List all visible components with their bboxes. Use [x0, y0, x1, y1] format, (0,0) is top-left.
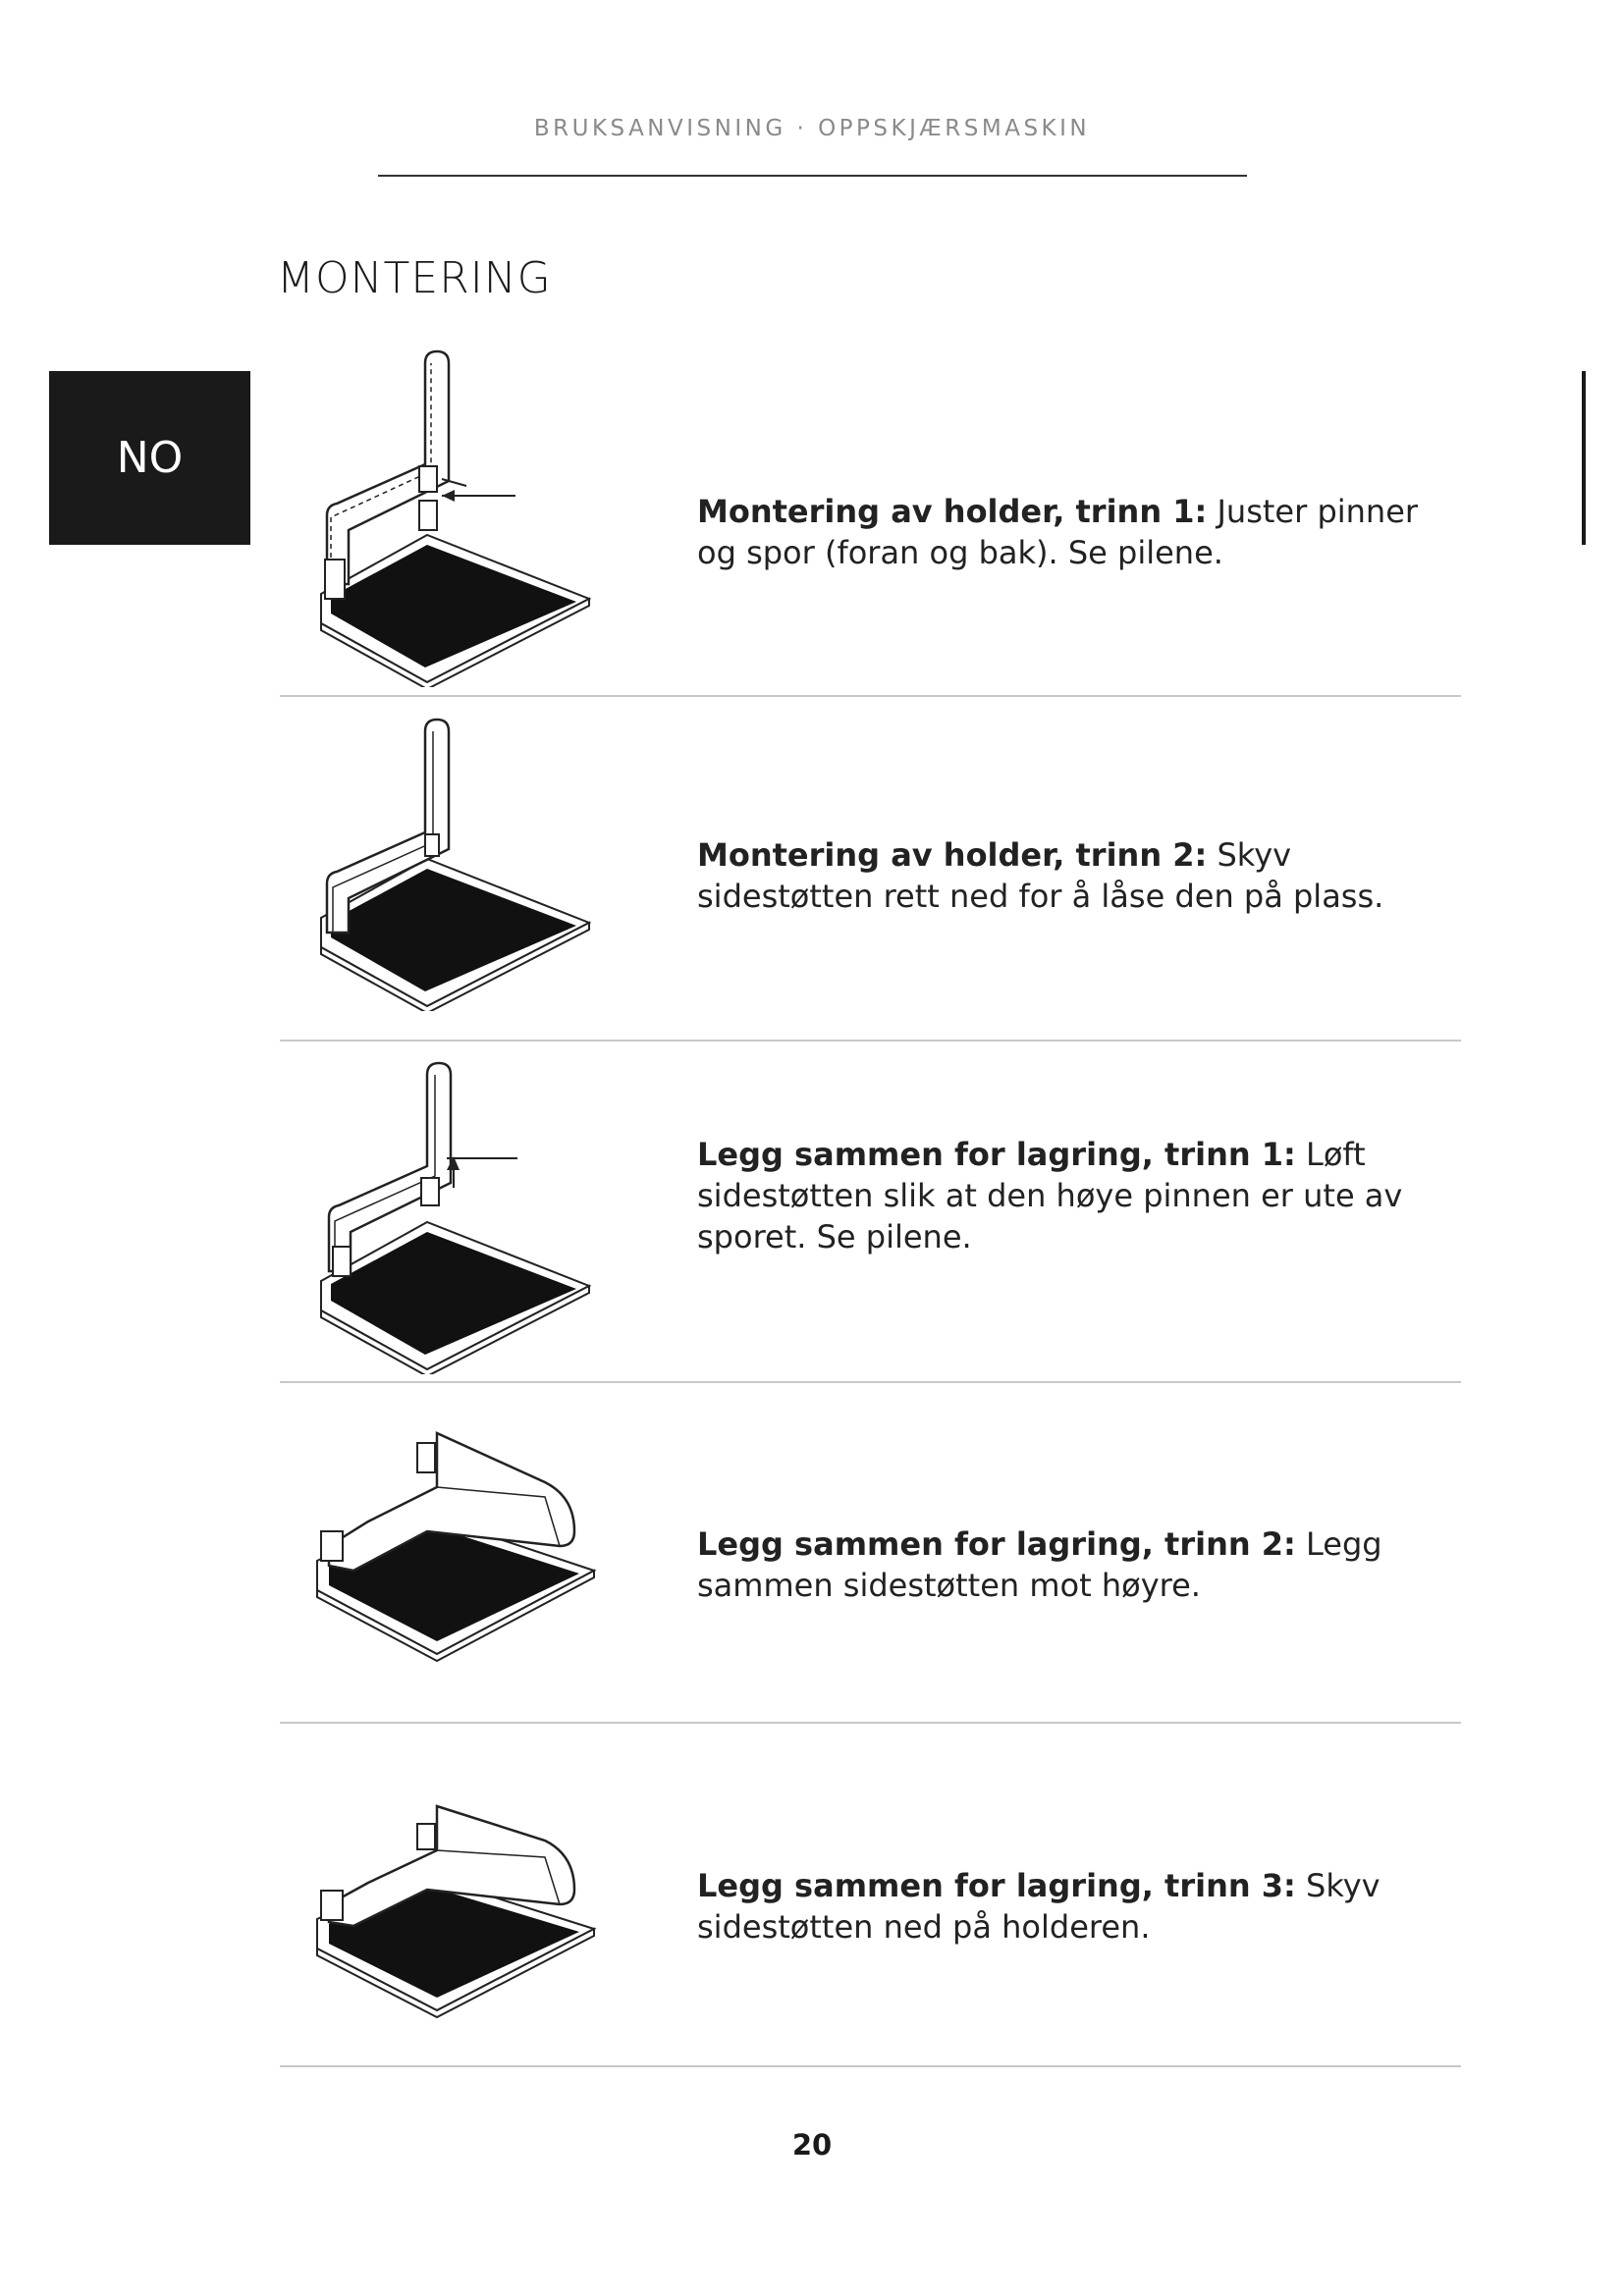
- step-2: [280, 717, 1461, 1050]
- holder-upright-illustration: [309, 717, 604, 1011]
- language-tab: [49, 371, 250, 545]
- holder-upright-arrows-illustration: [309, 348, 604, 687]
- step-3-body: Løft sidestøtten slik at den høye pinnen er ute av sporet. Se pilene.: [697, 1136, 1403, 1255]
- holder-folded-illustration: [309, 1796, 604, 2032]
- step-4: [280, 1404, 1461, 1737]
- step-5-text: [697, 1865, 1453, 1948]
- step-4-heading: Legg sammen for lagring, trinn 2:: [697, 1525, 1296, 1563]
- header-rule: [378, 175, 1247, 177]
- language-tab-label: NO: [116, 433, 184, 483]
- step-3-text: [697, 1134, 1453, 1257]
- step-5: [280, 1747, 1461, 2081]
- step-4-text: [697, 1523, 1453, 1606]
- step-1-text: [697, 491, 1453, 573]
- page-number: 20: [791, 2128, 833, 2162]
- step-1-heading: Montering av holder, trinn 1:: [697, 493, 1208, 530]
- step-2-heading: Montering av holder, trinn 2:: [697, 836, 1208, 874]
- step-4-body: Legg sammen sidestøtten mot høyre.: [697, 1525, 1382, 1604]
- holder-upright-lifted-arrows-illustration: [309, 1060, 604, 1374]
- step-2-rule: [280, 1040, 1461, 1041]
- edge-mark: [1582, 371, 1586, 545]
- step-4-rule: [280, 1722, 1461, 1724]
- step-1-rule: [280, 695, 1461, 697]
- step-2-text: [697, 834, 1453, 917]
- step-3-rule: [280, 1381, 1461, 1383]
- step-3-heading: Legg sammen for lagring, trinn 1:: [697, 1136, 1296, 1173]
- step-2-body: Skyv sidestøtten rett ned for å låse den på plass.: [697, 836, 1384, 915]
- running-header: BRUKSANVISNING · OPPSKJÆRSMASKIN: [533, 116, 1091, 141]
- step-1-body: Juster pinner og spor (foran og bak). Se pilene.: [697, 493, 1419, 571]
- page-title: MONTERING: [277, 253, 552, 303]
- step-5-heading: Legg sammen for lagring, trinn 3:: [697, 1867, 1296, 1904]
- step-1: [280, 348, 1461, 702]
- holder-folding-illustration: [309, 1423, 604, 1679]
- step-5-body: Skyv sidestøtten ned på holderen.: [697, 1867, 1380, 1946]
- step-5-rule: [280, 2065, 1461, 2067]
- step-3: [280, 1060, 1461, 1394]
